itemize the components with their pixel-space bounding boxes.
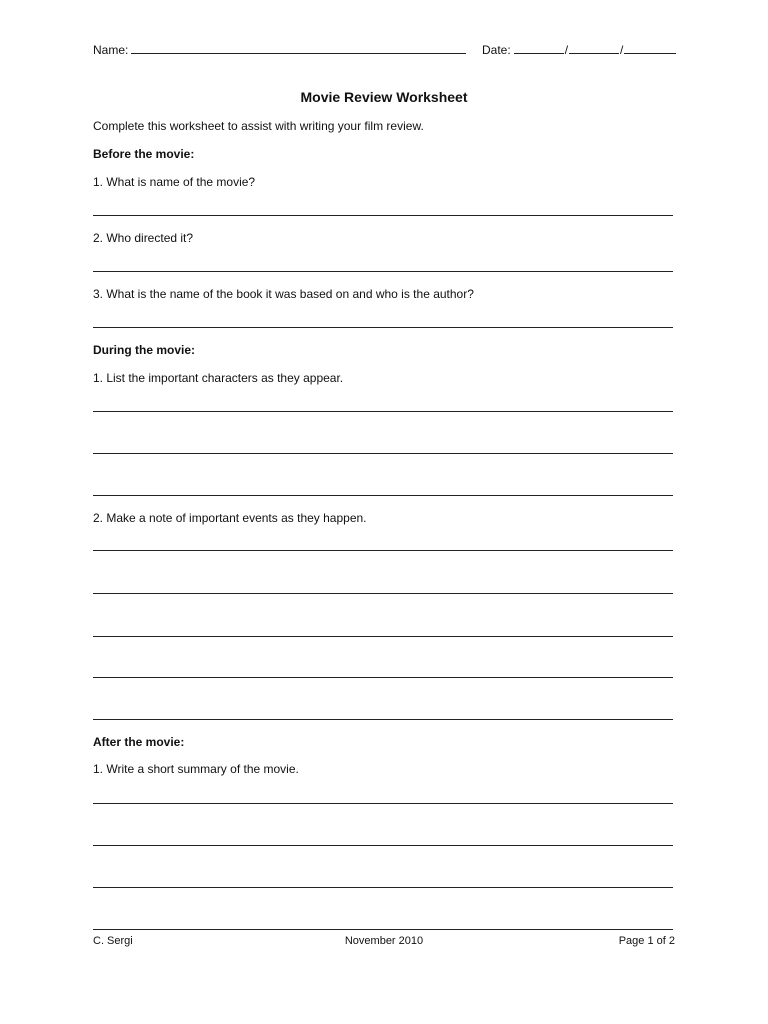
- date-year-blank[interactable]: [624, 42, 676, 54]
- section-heading-before: Before the movie:: [93, 147, 195, 161]
- question-before-3: 3. What is the name of the book it was based on and who is the author?: [93, 287, 474, 301]
- answer-line[interactable]: [93, 929, 673, 930]
- answer-line[interactable]: [93, 845, 673, 846]
- footer-date: November 2010: [344, 935, 424, 947]
- answer-line[interactable]: [93, 411, 673, 412]
- date-separator-1: /: [564, 43, 569, 57]
- answer-line[interactable]: [93, 495, 673, 496]
- footer-author: C. Sergi: [93, 935, 133, 947]
- section-heading-after: After the movie:: [93, 735, 185, 749]
- date-day-blank[interactable]: [569, 42, 619, 54]
- name-label: Name:: [93, 43, 129, 57]
- question-before-1: 1. What is name of the movie?: [93, 175, 256, 189]
- answer-line[interactable]: [93, 453, 673, 454]
- date-separator-2: /: [620, 43, 624, 57]
- date-month-blank[interactable]: [514, 42, 564, 54]
- answer-line[interactable]: [93, 887, 673, 888]
- answer-line[interactable]: [93, 271, 673, 272]
- date-label: Date:: [482, 43, 511, 57]
- answer-line[interactable]: [93, 550, 673, 551]
- answer-line[interactable]: [93, 719, 673, 720]
- answer-line[interactable]: [93, 215, 673, 216]
- answer-line[interactable]: [93, 593, 673, 594]
- answer-line[interactable]: [93, 677, 673, 678]
- answer-line[interactable]: [93, 636, 673, 637]
- name-blank[interactable]: [131, 42, 466, 54]
- answer-line[interactable]: [93, 803, 673, 804]
- answer-line[interactable]: [93, 327, 673, 328]
- name-field-row: [93, 42, 466, 57]
- question-after-1: 1. Write a short summary of the movie.: [93, 762, 299, 776]
- question-before-2: 2. Who directed it?: [93, 231, 194, 245]
- page-title: Movie Review Worksheet: [300, 89, 468, 105]
- question-during-2: 2. Make a note of important events as they happen.: [93, 511, 367, 525]
- date-field-row: [482, 42, 676, 57]
- section-heading-during: During the movie:: [93, 343, 196, 357]
- question-during-1: 1. List the important characters as they appear.: [93, 371, 344, 385]
- footer-page-number: Page 1 of 2: [618, 935, 675, 947]
- intro-text: Complete this worksheet to assist with writing your film review.: [93, 119, 424, 133]
